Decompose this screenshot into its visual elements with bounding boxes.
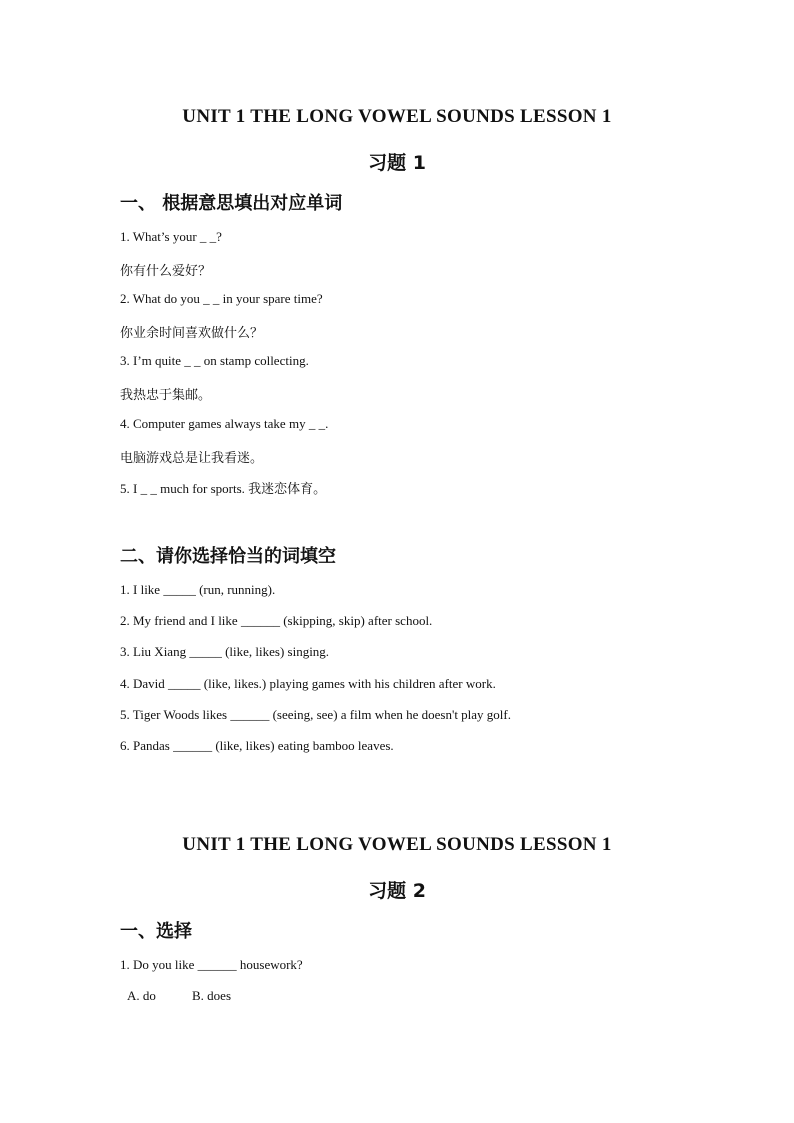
question-line: 6. Pandas ______ (like, likes) eating bamboo leaves. (120, 738, 394, 753)
question-line: 1. Do you like ______ housework? (120, 957, 303, 972)
part1-section2-heading: 二、请你选择恰当的词填空 (120, 546, 336, 567)
question-line: 1. What’s your _ _? (120, 229, 222, 244)
question-line: 3. I’m quite _ _ on stamp collecting. (120, 353, 309, 368)
part1-section1-heading: 一、 根据意思填出对应单词 (120, 193, 343, 214)
part2-subtitle: 习题 2 (368, 880, 426, 902)
question-line: 5. I _ _ much for sports. 我迷恋体育。 (120, 481, 327, 496)
question-translation: 我热忠于集邮。 (120, 388, 212, 403)
question-line: 4. David _____ (like, likes.) playing games with his children after work. (120, 676, 496, 691)
question-translation: 你有什么爱好？ (120, 264, 212, 279)
option-b: B. does (192, 988, 231, 1003)
part1-title: UNIT 1 THE LONG VOWEL SOUNDS LESSON 1 (182, 106, 612, 127)
question-line: 1. I like _____ (run, running). (120, 582, 276, 597)
question-line: 5. Tiger Woods likes ______ (seeing, see) a film when he doesn't play golf. (120, 707, 512, 722)
question-line: 2. My friend and I like ______ (skipping, skip) after school. (120, 613, 433, 628)
question-translation: 你业余时间喜欢做什么？ (120, 326, 264, 341)
part1-subtitle: 习题 1 (368, 152, 426, 174)
option-a: A. do (127, 988, 156, 1003)
question-translation: 电脑游戏总是让我看迷。 (120, 451, 264, 466)
question-line: 2. What do you _ _ in your spare time? (120, 291, 323, 306)
question-line: 3. Liu Xiang _____ (like, likes) singing. (120, 644, 330, 659)
part2-section1-heading: 一、选择 (120, 921, 192, 942)
question-line: 4. Computer games always take my _ _. (120, 416, 329, 431)
part2-title: UNIT 1 THE LONG VOWEL SOUNDS LESSON 1 (182, 834, 612, 855)
